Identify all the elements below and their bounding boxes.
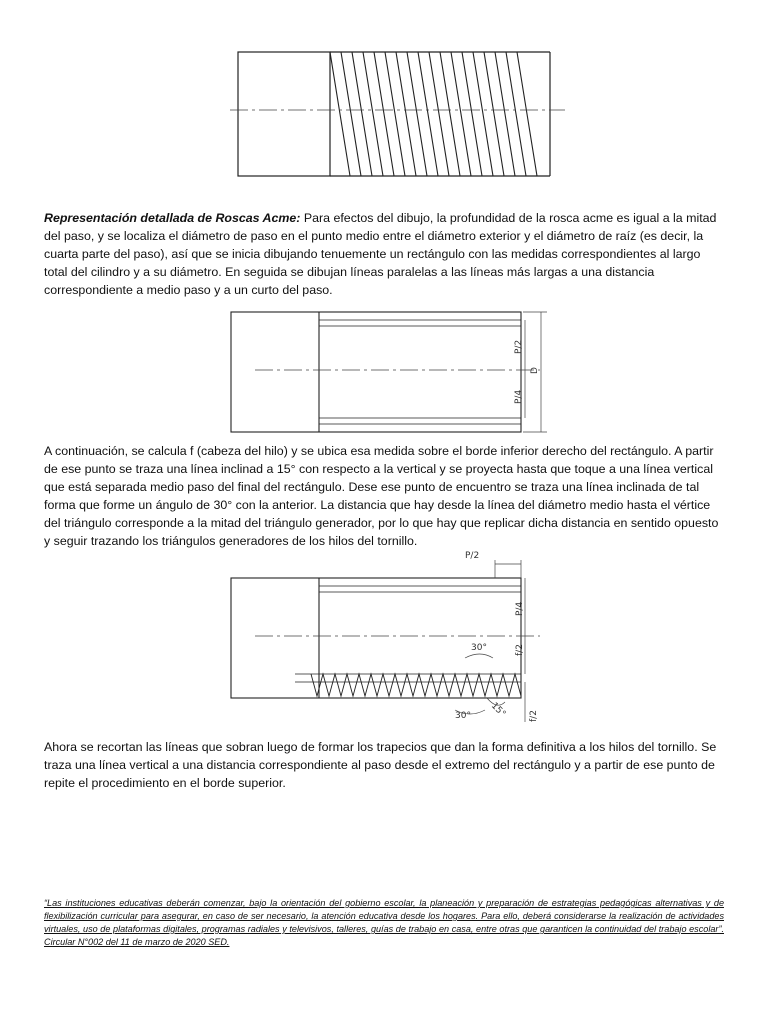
thread-band <box>374 52 405 176</box>
label-fig3-f-top: f/2 <box>515 644 525 656</box>
paragraph-1-body: Para efectos del dibujo, la profundidad de la rosca acme es igual a la mitad del paso, y se localiza el diámetro de paso en el punto medio entre el diámetro exterior y el diámetro de raíz (es decir, la cuarta parte del paso), así que se inicia dibujando tenuemente un rectángulo con las medidas correspondientes al largo total del cilindro y a su diámetro. En seguida se dibujan líneas paralelas a las líneas más largas a una distancia correspondiente a medio paso y a un curto del paso. <box>44 211 717 297</box>
screw-shank <box>238 52 330 176</box>
label-angle-bottom: 30° <box>455 711 471 721</box>
paragraph-2: A continuación, se calcula f (cabeza del hilo) y se ubica esa medida sobre el borde inferior derecho del rectángulo. A partir de ese punto se traza una línea inclinad a 15° con respecto a la vertical y se proyecta hasta que toque a una línea vertical que está separada medio paso del final del rectángulo. Dese ese punto de encuentro se traza una línea inclinada de tal forma que forme un ángulo de 30° con la anterior. La distancia que hay desde la línea del diámetro medio hasta el vértice del triángulo corresponde a la mitad del triángulo generador, por lo que hay que replicar dicha distancia en sentido opuesto y seguir trazando los triángulos generadores de los hilos del tornillo. <box>44 444 719 548</box>
label-angle-15: 15° <box>488 701 508 720</box>
figure-thread-generation <box>225 546 565 732</box>
label-fig3-f-bottom: f/2 <box>529 710 539 722</box>
thread-band <box>330 52 361 176</box>
label-angle-top: 30° <box>471 643 487 653</box>
paragraph-1 <box>44 209 726 299</box>
label-fig3-p2: P/2 <box>465 551 480 561</box>
label-p4: P/4 <box>514 389 524 404</box>
paragraph-1-lead: Representación detallada de Roscas Acme: <box>44 211 301 225</box>
thread-band <box>462 52 493 176</box>
figure-acme-screw <box>230 44 570 184</box>
thread-band <box>506 52 537 176</box>
label-p2: P/2 <box>514 339 524 354</box>
rect-outline <box>231 312 521 432</box>
label-fig3-p4: P/4 <box>515 601 525 616</box>
thread-band <box>352 52 383 176</box>
figure-rectangle-construction <box>225 304 565 440</box>
thread-band <box>484 52 515 176</box>
thread-triangles <box>311 674 521 696</box>
screw-threads <box>330 52 537 176</box>
thread-band <box>418 52 449 176</box>
thread-band <box>396 52 427 176</box>
thread-band <box>440 52 471 176</box>
label-d: D <box>530 367 540 374</box>
paragraph-3: Ahora se recortan las líneas que sobran luego de formar los trapecios que dan la forma definitiva a los hilos del tornillo. Se traza una línea vertical a una distancia correspondiente al paso desde el extremo del rectángulo y a partir de ese punto de repite el procedimiento en el borde superior. <box>44 740 717 790</box>
footer-quote: “Las instituciones educativas deberán comenzar, bajo la orientación del gobierno escolar, la planeación y preparación de estrategias pedagógicas alternativas y de flexibilización curricular para asegurar, en caso de ser necesario, la atención educativa desde los hogares. Para ello, deberá considerarse la realización de actividades virtuales, uso de plataformas digitales, programas radiales y televisivos, talleres, guías de trabajo en casa, entre otras que garanticen la continuidad del trabajo escolar”. Circular N°002 del 11 de marzo de 2020 SED. <box>44 898 724 947</box>
